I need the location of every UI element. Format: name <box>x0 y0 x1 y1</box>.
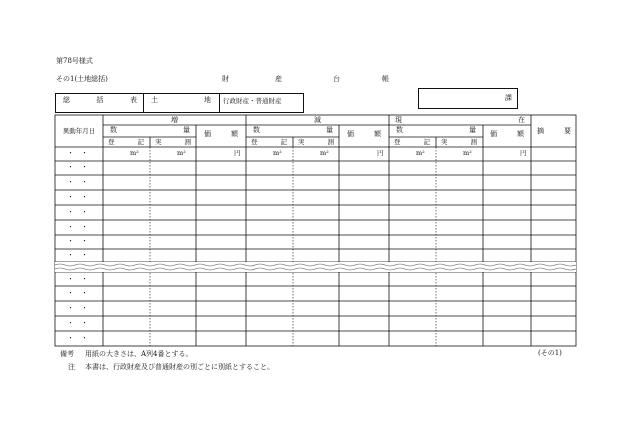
page-tag: (その1) <box>538 349 562 357</box>
quantity-header: 数 量 <box>396 126 476 134</box>
quantity-header: 数 量 <box>253 126 333 134</box>
summary-char: 総 <box>63 96 70 104</box>
actual-header: 実 測 <box>298 138 334 146</box>
group-header-increase: 増 <box>171 115 178 124</box>
unit-yen: 円 <box>234 149 241 157</box>
date-mark: ・ ・ <box>67 304 88 312</box>
actual-header: 実 測 <box>155 138 191 146</box>
summary-char: 地 <box>204 96 211 104</box>
price-header: 価 額 <box>204 130 238 138</box>
summary-char: 土 <box>151 96 158 104</box>
date-mark: ・ ・ <box>67 149 88 157</box>
registered-header: 登 記 <box>394 138 430 146</box>
date-mark: ・ ・ <box>67 208 88 216</box>
registered-header: 登 記 <box>251 138 287 146</box>
date-mark: ・ ・ <box>67 237 88 245</box>
unit-area: m² <box>416 149 425 157</box>
asset-type-label: 行政財産・普通財産 <box>223 97 282 105</box>
row-header-date: 異動年月日 <box>62 126 96 135</box>
summary-header: 摘 要 <box>537 126 571 135</box>
notes-label: 備考 <box>60 350 74 358</box>
date-mark: ・ ・ <box>67 163 88 171</box>
summary-char: 表 <box>130 96 137 104</box>
unit-area: m² <box>463 149 472 157</box>
date-mark: ・ ・ <box>67 251 88 259</box>
omission-break <box>55 262 576 272</box>
unit-yen: 円 <box>520 149 527 157</box>
unit-area: m² <box>320 149 329 157</box>
unit-yen: 円 <box>377 149 384 157</box>
form-part-label: その1(土地総括) <box>56 75 108 83</box>
group-header-current: 現 在 <box>395 116 525 124</box>
title-char: 財 <box>222 75 229 83</box>
form-number: 第78号様式 <box>56 57 93 65</box>
summary-char: 括 <box>96 96 104 104</box>
title-char: 産 <box>275 75 282 83</box>
price-header: 価 額 <box>347 130 381 138</box>
date-mark: ・ ・ <box>67 275 88 283</box>
unit-area: m² <box>130 149 139 157</box>
notes-line2-prefix: 注 <box>68 363 75 371</box>
notes-line1: 用紙の大きさは、A列4番とする。 <box>85 350 193 358</box>
date-mark: ・ ・ <box>67 319 88 327</box>
unit-area: m² <box>177 149 186 157</box>
date-mark: ・ ・ <box>67 193 88 201</box>
title-char: 帳 <box>382 75 389 83</box>
date-mark: ・ ・ <box>67 334 88 342</box>
notes-line2: 本書は、行政財産及び普通財産の別ごとに別紙とすること。 <box>85 363 274 371</box>
quantity-header: 数 量 <box>110 126 190 134</box>
registered-header: 登 記 <box>108 138 144 146</box>
price-header: 価 額 <box>490 130 524 138</box>
section-label: 課 <box>505 94 512 102</box>
date-mark: ・ ・ <box>67 223 88 231</box>
date-mark: ・ ・ <box>67 178 88 186</box>
actual-header: 実 測 <box>441 138 477 146</box>
unit-area: m² <box>273 149 282 157</box>
group-header-decrease: 減 <box>314 115 321 124</box>
title-char: 台 <box>333 75 340 83</box>
date-mark: ・ ・ <box>67 289 88 297</box>
